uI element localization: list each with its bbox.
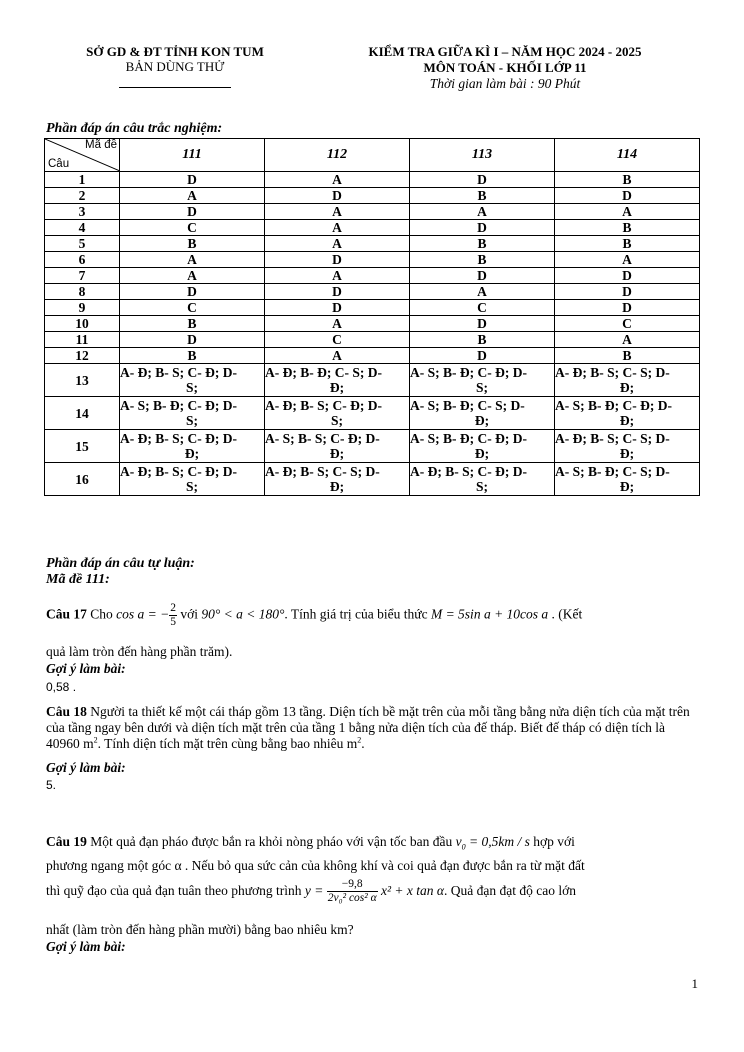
answer-cell: B xyxy=(410,236,555,252)
answer-cell: A xyxy=(555,204,700,220)
answer-cell: D xyxy=(410,348,555,364)
q19-text-3b: . Quả đạn đạt độ cao lớn xyxy=(444,883,576,898)
q18-sup-1: 2 xyxy=(93,735,98,745)
corner-label-question: Câu xyxy=(48,158,70,170)
header-underline xyxy=(119,87,231,88)
table-row xyxy=(45,268,700,284)
answer-cell xyxy=(120,364,265,397)
q17-text-1: Cho xyxy=(90,606,113,622)
q19-velocity xyxy=(455,834,530,852)
table-row xyxy=(45,236,700,252)
answer-cell: A xyxy=(120,252,265,268)
corner-label-code: Mã đề xyxy=(85,139,117,151)
q18-answer: 5. xyxy=(46,778,57,792)
answer-line-2: Đ; xyxy=(619,479,635,494)
answer-line-1: A- Đ; B- S; C- Đ; D- xyxy=(120,365,237,380)
answer-cell: D xyxy=(555,284,700,300)
answer-line-2: S; xyxy=(475,380,488,395)
q17-text-2: với xyxy=(180,606,199,622)
exam-title: KIỂM TRA GIỮA KÌ I – NĂM HỌC 2024 - 2025 xyxy=(368,44,642,59)
q17-hint-label: Gợi ý làm bài: xyxy=(46,661,126,676)
question-19-line-1 xyxy=(46,834,696,850)
answer-cell: B xyxy=(555,172,700,188)
answer-cell: D xyxy=(555,268,700,284)
q19-v0-sub: 0 xyxy=(461,842,466,852)
q18-sup-2: 2 xyxy=(357,735,362,745)
answer-line-2: Đ; xyxy=(474,446,490,461)
answer-cell xyxy=(410,364,555,397)
q19-line-3 xyxy=(46,878,696,905)
answer-cell xyxy=(120,397,265,430)
answer-line-1: A- Đ; B- S; C- Đ; D- xyxy=(410,464,527,479)
q18-hint-label: Gợi ý làm bài: xyxy=(46,760,126,775)
answer-cell: D xyxy=(120,204,265,220)
answer-cell: A xyxy=(120,188,265,204)
answer-line-2: S; xyxy=(185,380,198,395)
answer-line-1: A- Đ; B- Đ; C- S; D- xyxy=(265,365,382,380)
table-row xyxy=(45,252,700,268)
question-number-cell: 1 xyxy=(45,172,120,188)
q19-eq-num: −9,8 xyxy=(327,878,378,892)
answer-cell: C xyxy=(265,332,410,348)
essay-section-title: Phần đáp án câu tự luận: xyxy=(46,556,195,571)
answer-cell: B xyxy=(410,332,555,348)
answer-line-1: A- Đ; B- S; C- S; D- xyxy=(555,365,670,380)
q17-text-3: . Tính giá trị của biểu thức xyxy=(284,606,428,622)
table-row xyxy=(45,348,700,364)
question-number-cell: 16 xyxy=(45,463,120,496)
school-header xyxy=(70,44,280,88)
q19-eq-rest: x² + x tan α xyxy=(381,883,444,898)
answer-cell: A xyxy=(410,204,555,220)
answer-line-1: A- Đ; B- S; C- Đ; D- xyxy=(120,431,237,446)
answer-cell xyxy=(410,430,555,463)
question-17 xyxy=(46,602,696,629)
q17-frac-num: 2 xyxy=(170,602,176,614)
q19-v0-val: = 0,5km / s xyxy=(465,834,530,849)
q17-condition: 90° < a < 180° xyxy=(201,606,285,622)
answer-line-1: A- S; B- Đ; C- Đ; D- xyxy=(555,398,672,413)
q17-text-4: . (Kết xyxy=(551,606,583,622)
q19-eq-fraction xyxy=(327,878,378,905)
answer-cell: B xyxy=(120,348,265,364)
q17-fraction xyxy=(169,602,177,629)
table-row xyxy=(45,332,700,348)
answer-line-2: S; xyxy=(185,413,198,428)
answer-cell: D xyxy=(265,300,410,316)
answer-line-2: Đ; xyxy=(619,380,635,395)
answer-line-2: S; xyxy=(185,479,198,494)
answer-cell: A xyxy=(265,268,410,284)
answer-cell: D xyxy=(120,284,265,300)
question-number-cell: 15 xyxy=(45,430,120,463)
question-number-cell: 9 xyxy=(45,300,120,316)
answer-cell xyxy=(410,397,555,430)
q19-text-3a: thì quỹ đạo của quả đạn tuân theo phương trình xyxy=(46,883,302,898)
answer-cell: C xyxy=(120,300,265,316)
q19-hint-label: Gợi ý làm bài: xyxy=(46,939,126,954)
answer-line-1: A- Đ; B- S; C- S; D- xyxy=(555,431,670,446)
answer-cell: B xyxy=(410,252,555,268)
question-number-cell: 12 xyxy=(45,348,120,364)
exam-duration: Thời gian làm bài : 90 Phút xyxy=(429,76,581,91)
answer-cell xyxy=(410,463,555,496)
answer-line-2: Đ; xyxy=(619,413,635,428)
answer-cell: B xyxy=(555,220,700,236)
q19-text-1: Một quả đạn pháo được bắn ra khỏi nòng pháo với vận tốc ban đầu xyxy=(90,834,453,849)
answer-line-1: A- S; B- Đ; C- Đ; D- xyxy=(410,431,527,446)
answer-cell: D xyxy=(265,252,410,268)
answer-line-1: A- S; B- S; C- Đ; D- xyxy=(265,431,380,446)
question-number-cell: 3 xyxy=(45,204,120,220)
answer-cell: D xyxy=(555,188,700,204)
q17-cos-expr: cos a = − xyxy=(116,606,170,622)
q18-text-c: . xyxy=(361,736,365,751)
question-number-cell: 8 xyxy=(45,284,120,300)
answer-line-2: Đ; xyxy=(329,446,345,461)
question-number-cell: 11 xyxy=(45,332,120,348)
question-number-cell: 14 xyxy=(45,397,120,430)
table-row xyxy=(45,172,700,188)
code-header-111: 111 xyxy=(120,139,265,172)
answer-table xyxy=(44,138,700,496)
answer-cell xyxy=(265,430,410,463)
answer-cell xyxy=(555,430,700,463)
table-row xyxy=(45,284,700,300)
subject-title: MÔN TOÁN - KHỐI LỚP 11 xyxy=(423,60,587,75)
answer-cell: C xyxy=(555,316,700,332)
answer-cell: B xyxy=(120,236,265,252)
answer-cell: D xyxy=(410,316,555,332)
code-header-112: 112 xyxy=(265,139,410,172)
exam-code-label: Mã đề 111: xyxy=(46,572,110,587)
answer-cell: D xyxy=(265,284,410,300)
q17-line-2: quả làm tròn đến hàng phần trăm). xyxy=(46,644,233,659)
answer-cell xyxy=(265,397,410,430)
question-19-label: Câu 19 xyxy=(46,834,87,849)
answer-cell: B xyxy=(410,188,555,204)
question-number-cell: 7 xyxy=(45,268,120,284)
question-number-cell: 6 xyxy=(45,252,120,268)
question-number-cell: 13 xyxy=(45,364,120,397)
answer-cell: A xyxy=(265,172,410,188)
question-number-cell: 10 xyxy=(45,316,120,332)
answer-cell: A xyxy=(120,268,265,284)
answer-line-2: S; xyxy=(330,413,343,428)
table-row xyxy=(45,397,700,430)
answer-cell: A xyxy=(555,332,700,348)
table-row xyxy=(45,204,700,220)
exam-header xyxy=(330,44,680,92)
answer-line-2: S; xyxy=(475,479,488,494)
question-17-label: Câu 17 xyxy=(46,606,87,622)
q19-text-2: hợp với xyxy=(533,834,575,849)
answer-line-2: Đ; xyxy=(474,413,490,428)
answer-cell: B xyxy=(120,316,265,332)
answer-cell xyxy=(555,397,700,430)
answer-line-2: Đ; xyxy=(184,446,200,461)
q19-eq-y: y = xyxy=(304,883,324,898)
table-row xyxy=(45,220,700,236)
question-number-cell: 4 xyxy=(45,220,120,236)
answer-line-1: A- Đ; B- S; C- Đ; D- xyxy=(265,398,382,413)
q19-eq-den: 2v₀² cos² α xyxy=(327,892,377,905)
answer-cell: A xyxy=(265,236,410,252)
q19-line-4: nhất (làm tròn đến hàng phần mười) bằng bao nhiêu km? xyxy=(46,922,354,937)
answer-cell xyxy=(555,463,700,496)
answer-line-1: A- S; B- Đ; C- Đ; D- xyxy=(120,398,237,413)
q18-text-a: Người ta thiết kế một cái tháp gồm 13 tầng. Diện tích bề mặt trên của mỗi tầng bằng nửa diện tích của mặt trên của tầng ngay bên dưới và diện tích mặt trên của tầng 1 bằng nửa diện tích của đế tháp. Biết đế tháp có diện tích là 40960 m xyxy=(46,704,690,751)
answer-line-2: Đ; xyxy=(329,380,345,395)
answer-cell: C xyxy=(120,220,265,236)
code-header-114: 114 xyxy=(555,139,700,172)
answer-cell: D xyxy=(120,332,265,348)
table-row xyxy=(45,316,700,332)
answer-cell: C xyxy=(410,300,555,316)
answer-cell: B xyxy=(555,348,700,364)
answer-line-1: A- Đ; B- S; C- Đ; D- xyxy=(120,464,237,479)
answer-line-1: A- S; B- Đ; C- S; D- xyxy=(555,464,670,479)
answer-cell xyxy=(120,463,265,496)
answer-cell xyxy=(265,364,410,397)
answer-cell: D xyxy=(555,300,700,316)
answer-cell: D xyxy=(265,188,410,204)
answer-cell xyxy=(265,463,410,496)
answer-cell: A xyxy=(410,284,555,300)
answer-cell xyxy=(555,364,700,397)
q17-expression: M = 5sin a + 10cos a xyxy=(430,606,549,622)
q17-answer: 0,58 . xyxy=(46,680,77,694)
table-row xyxy=(45,463,700,496)
table-header-row xyxy=(45,139,700,172)
q19-line-2: phương ngang một góc α . Nếu bỏ qua sức cản của không khí và coi quả đạn được bắn ra từ mặt đất xyxy=(46,858,585,873)
answer-cell: A xyxy=(265,204,410,220)
table-row xyxy=(45,300,700,316)
q19-v0: v xyxy=(455,834,462,849)
trial-version-label: BẢN DÙNG THỬ xyxy=(125,59,225,74)
answer-cell: D xyxy=(410,268,555,284)
q18-text-b: . Tính diện tích mặt trên cùng bằng bao nhiêu m xyxy=(97,736,358,751)
answer-line-2: Đ; xyxy=(619,446,635,461)
school-name: SỞ GD & ĐT TỈNH KON TUM xyxy=(86,44,264,59)
answer-cell: D xyxy=(120,172,265,188)
question-18 xyxy=(46,704,696,752)
table-row xyxy=(45,364,700,397)
question-number-cell: 5 xyxy=(45,236,120,252)
page-number: 1 xyxy=(691,976,698,991)
answer-line-2: Đ; xyxy=(329,479,345,494)
mc-section-title: Phần đáp án câu trắc nghiệm: xyxy=(46,121,223,136)
answer-cell: A xyxy=(555,252,700,268)
answer-cell: A xyxy=(265,220,410,236)
code-header-113: 113 xyxy=(410,139,555,172)
answer-cell: A xyxy=(265,316,410,332)
table-row xyxy=(45,430,700,463)
answer-line-1: A- Đ; B- S; C- S; D- xyxy=(265,464,380,479)
answer-cell: A xyxy=(265,348,410,364)
answer-line-1: A- S; B- Đ; C- S; D- xyxy=(410,398,525,413)
q17-frac-den: 5 xyxy=(170,616,176,628)
answer-cell: D xyxy=(410,220,555,236)
question-18-label: Câu 18 xyxy=(46,704,87,719)
table-corner-cell xyxy=(45,139,120,172)
answer-line-1: A- S; B- Đ; C- Đ; D- xyxy=(410,365,527,380)
question-number-cell: 2 xyxy=(45,188,120,204)
answer-cell: B xyxy=(555,236,700,252)
table-row xyxy=(45,188,700,204)
answer-cell xyxy=(120,430,265,463)
answer-cell: D xyxy=(410,172,555,188)
